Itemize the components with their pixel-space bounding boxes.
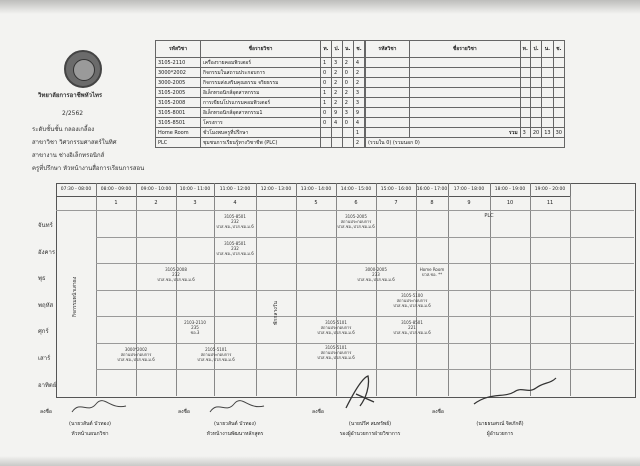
slot-code: 2105-5101 — [205, 347, 227, 352]
header-line-4: ครูที่ปรึกษา หัวหน้างานสื่อการเรียนการสอน — [32, 165, 145, 172]
subject-t: 1 — [321, 58, 332, 68]
time-8: 15:00 - 16:00 — [376, 183, 417, 197]
slot-group: ปวส.ชอ.,ปวส.ชอ.ม.6 — [357, 277, 395, 282]
slot-sat-b — [176, 347, 256, 362]
slot-room: 232 — [172, 272, 180, 277]
subject-code: 3105-2005 — [156, 88, 201, 98]
total-ch: 30 — [553, 128, 564, 138]
signature-4-icon — [470, 374, 560, 410]
sign-prefix-4: ลงชื่อ — [432, 409, 444, 415]
grid-hline — [96, 316, 634, 317]
sign-title-1: หัวหน้าแผนกวิชา — [71, 431, 109, 437]
subject-name: การเขียนโปรแกรมคอมพิวเตอร์ — [201, 98, 321, 108]
header-line-3: สาขางาน ช่างอิเล็กทรอนิกส์ — [32, 152, 105, 159]
subject-n: 2 — [342, 58, 353, 68]
slot-mon-b — [316, 214, 396, 229]
col-name: ชื่อรายวิชา — [201, 41, 321, 58]
totals-note: (รวมใน 0) (รวมนอก 0) — [366, 138, 565, 148]
sign-prefix-3: ลงชื่อ — [312, 409, 324, 415]
subject-ch: 4 — [353, 58, 364, 68]
subject-code: Home Room — [156, 128, 201, 138]
grid-vline — [490, 196, 491, 396]
seal-center — [73, 59, 95, 81]
grid-vline — [570, 196, 571, 396]
subject-ch: 9 — [353, 108, 364, 118]
subject-p: 2 — [331, 68, 342, 78]
slot-room: 235 — [191, 325, 199, 330]
subject-row — [156, 138, 365, 148]
day-wed: พุธ — [38, 275, 46, 282]
day-sun: อาทิตย์ — [38, 382, 57, 389]
subject-n — [342, 128, 353, 138]
slot-group: ปวส.ชอ. ** — [421, 272, 443, 277]
col-p: ป. — [530, 41, 541, 58]
day-sat: เสาร์ — [38, 355, 51, 362]
grid-hline — [56, 210, 634, 211]
subject-t — [321, 128, 332, 138]
period-4: 4 — [233, 200, 237, 206]
col-code: รหัสวิชา — [156, 41, 201, 58]
time-10: 17:00 - 18:00 — [448, 183, 491, 197]
slot-fri-c — [376, 320, 448, 335]
subjects-table-left — [155, 40, 365, 148]
slot-group: ปวส.ชอ.,ปวส.ชอ.ม.6 — [393, 303, 431, 308]
time-9: 16:00 - 17:00 — [416, 183, 449, 197]
subject-ch: 2 — [353, 78, 364, 88]
grid-hline — [96, 263, 634, 264]
col-n: น. — [542, 41, 553, 58]
slot-code: 3000*2002 — [124, 347, 148, 352]
subject-row — [156, 78, 365, 88]
sign-name-4: (นายธนสรณ์ จิตภักดี) — [476, 421, 524, 427]
time-4: 11:00 - 12:00 — [214, 183, 257, 197]
slot-group: ปวส.ชอ.,ปวส.ชอ.ม.6 — [197, 357, 235, 362]
slot-code: 3105-2005 — [345, 214, 367, 219]
slot-sat-a — [96, 347, 176, 362]
sign-name-3: (นายปรีศ สมทรัพย์) — [348, 421, 392, 427]
grid-vline — [176, 196, 177, 396]
slot-room: 232 — [231, 219, 239, 224]
slot-room: 221 — [408, 325, 416, 330]
period-8: 8 — [430, 200, 434, 206]
col-t: ท. — [321, 41, 332, 58]
lunch-label: พักกลางวัน — [273, 301, 279, 325]
total-p: 20 — [530, 128, 541, 138]
col-name: ชื่อรายวิชา — [409, 41, 520, 58]
grid-hline — [96, 237, 634, 238]
subject-t: 0 — [321, 108, 332, 118]
subject-ch: 1 — [353, 128, 364, 138]
subject-code: 3105-8501 — [156, 118, 201, 128]
empty-row — [366, 118, 565, 128]
slot-group: ปวส.ชอ.,ปวส.ชอ.ม.6 — [216, 224, 254, 229]
subject-code: 3105-8001 — [156, 108, 201, 118]
time-11: 18:00 - 19:00 — [490, 183, 531, 197]
grid-vline — [256, 196, 257, 396]
subject-t: 0 — [321, 78, 332, 88]
subject-n: 0 — [342, 118, 353, 128]
subject-ch: 2 — [353, 68, 364, 78]
subject-name: อิเล็กทรอนิกส์อุตสาหกรรม — [201, 88, 321, 98]
slot-room: สถานประกอบการ — [200, 352, 232, 357]
subject-p: 2 — [331, 98, 342, 108]
slot-code: 3000-2005 — [365, 267, 387, 272]
col-p: ป. — [331, 41, 342, 58]
subject-p: 4 — [331, 118, 342, 128]
subject-row — [156, 58, 365, 68]
slot-room: สถานประกอบการ — [340, 219, 372, 224]
slot-wed-c — [416, 267, 448, 277]
signature-1-icon — [70, 398, 130, 416]
header-line-2: สาขาวิชา วิศวกรรมศาสตร์ในทิศ — [32, 139, 117, 146]
empty-row — [366, 58, 565, 68]
slot-room: 232 — [231, 246, 239, 251]
subject-t — [321, 138, 332, 148]
slot-group: ปวส.ชอ.,ปวส.ชอ.ม.6 — [317, 355, 355, 360]
subjects-left-header — [156, 41, 365, 58]
college-name: วิทยาลัยการอาชีพหัวไทร — [38, 92, 103, 99]
totals-note-row — [366, 138, 565, 148]
subject-p: 9 — [331, 108, 342, 118]
grid-vline — [448, 196, 449, 396]
subject-name: เครื่องรายคอมพิวเตอร์ — [201, 58, 321, 68]
slot-code: 3105-2008 — [165, 267, 187, 272]
slot-tue-a — [214, 241, 256, 256]
period-7: 7 — [394, 200, 398, 206]
time-5: 12:00 - 13:00 — [256, 183, 297, 197]
time-6: 13:00 - 14:00 — [296, 183, 337, 197]
slot-fri-b — [296, 320, 376, 335]
empty-row — [366, 108, 565, 118]
period-5: 5 — [314, 200, 318, 206]
slot-code: Home Room — [419, 267, 445, 272]
sign-title-3: รองผู้อำนวยการฝ่ายวิชาการ — [339, 431, 401, 437]
grid-hline — [96, 369, 634, 370]
slot-code: 3105-5101 — [325, 320, 347, 325]
subject-row — [156, 68, 365, 78]
totals-row — [366, 128, 565, 138]
subject-n: 2 — [342, 88, 353, 98]
time-7: 14:00 - 15:00 — [336, 183, 377, 197]
subject-name: ชั่วโมงพบครูที่ปรึกษา — [201, 128, 321, 138]
subject-n: 0 — [342, 78, 353, 88]
time-0: 07:30 - 08:00 — [56, 183, 97, 197]
header-line-1: ระดับชั้นชั้น กลองเกลี้อง — [32, 126, 95, 133]
subject-name: โครงการ — [201, 118, 321, 128]
slot-group: ชอ.3 — [190, 330, 200, 335]
grid-vline — [530, 196, 531, 396]
slot-room: สถานประกอบการ — [396, 298, 428, 303]
grid-vline — [136, 196, 137, 396]
subject-row — [156, 98, 365, 108]
day-tue: อังคาร — [38, 249, 56, 256]
subject-p — [331, 138, 342, 148]
slot-mon-plc: PLC — [484, 213, 494, 219]
time-1: 08:00 - 09:00 — [96, 183, 137, 197]
subject-t: 0 — [321, 68, 332, 78]
subject-name: กิจกรรมส่งเสริมคุณธรรม จริยธรรม — [201, 78, 321, 88]
subject-p — [331, 128, 342, 138]
subject-code: 3105-2110 — [156, 58, 201, 68]
subject-n: 2 — [342, 98, 353, 108]
slot-group: ปวส.ชอ.,ปวส.ชอ.ม.6 — [337, 224, 375, 229]
subject-t: 1 — [321, 98, 332, 108]
slot-wed-a — [96, 267, 256, 282]
period-9: 9 — [467, 200, 471, 206]
slot-code: 2103-2110 — [184, 320, 206, 325]
period-3: 3 — [193, 200, 197, 206]
col-n: น. — [342, 41, 353, 58]
sign-name-2: (นายวสันต์ บัวทอง) — [214, 421, 256, 427]
totals-label: รวม — [409, 128, 520, 138]
subject-row — [156, 88, 365, 98]
subject-ch: 3 — [353, 98, 364, 108]
college-seal-icon — [64, 50, 102, 88]
slot-code: 3105-8501 — [224, 241, 246, 246]
slot-code: 3105-5101 — [325, 345, 347, 350]
empty-row — [366, 68, 565, 78]
scan-shadow-top — [0, 0, 640, 14]
slot-group: ปวส.ชอ.,ปวส.ชอ.ม.6 — [393, 330, 431, 335]
col-ch: ช. — [353, 41, 364, 58]
slot-room: สถานประกอบการ — [320, 350, 352, 355]
slot-room: สถานประกอบการ — [120, 352, 152, 357]
slot-fri-a — [176, 320, 214, 335]
sign-prefix-1: ลงชื่อ — [40, 409, 52, 415]
subject-n: 3 — [342, 108, 353, 118]
subject-p: 3 — [331, 58, 342, 68]
col-t: ท. — [520, 41, 530, 58]
day-mon: จันทร์ — [38, 222, 53, 229]
sign-title-4: ผู้อำนวยการ — [486, 431, 514, 437]
subject-row — [156, 108, 365, 118]
subject-name: อิเล็กทรอนิกส์อุตสาหกรรม1 — [201, 108, 321, 118]
period-2: 2 — [154, 200, 158, 206]
subject-p: 2 — [331, 88, 342, 98]
sign-prefix-2: ลงชื่อ — [178, 409, 190, 415]
subject-code: 3000*2002 — [156, 68, 201, 78]
day-thu: พฤหัส — [38, 302, 54, 309]
time-3: 10:00 - 11:00 — [176, 183, 215, 197]
subject-ch: 2 — [353, 138, 364, 148]
subject-ch: 4 — [353, 118, 364, 128]
grid-hline — [96, 343, 634, 344]
grid-vline — [296, 196, 297, 396]
grid-hline — [96, 290, 634, 291]
subject-n — [342, 138, 353, 148]
period-10: 10 — [506, 200, 514, 206]
subject-row — [156, 118, 365, 128]
slot-code: 3105-5100 — [401, 293, 423, 298]
slot-mon-a — [214, 214, 256, 229]
subjects-table-right — [365, 40, 565, 148]
total-n: 13 — [542, 128, 553, 138]
sign-name-1: (นายวสันต์ บัวทอง) — [69, 421, 111, 427]
day-fri: ศุกร์ — [38, 328, 49, 335]
subjects-right-header — [366, 41, 565, 58]
total-t: 3 — [520, 128, 530, 138]
term-label: 2/2562 — [62, 110, 84, 117]
slot-room: 233 — [372, 272, 380, 277]
signature-2-icon — [208, 398, 268, 416]
slot-group: ปวส.ชอ.,ปวส.ชอ.ม.6 — [216, 251, 254, 256]
subject-p: 2 — [331, 78, 342, 88]
empty-row — [366, 88, 565, 98]
slot-group: ปวส.ชอ.,ปวส.ชอ.ม.6 — [157, 277, 195, 282]
flag-ceremony-label: กิจกรรมหน้าเสาธง — [72, 276, 78, 317]
empty-row — [366, 98, 565, 108]
subject-code: 3000-2005 — [156, 78, 201, 88]
col-code: รหัสวิชา — [366, 41, 410, 58]
slot-group: ปวส.ชอ.,ปวส.ชอ.ม.6 — [117, 357, 155, 362]
slot-thu-b — [376, 293, 448, 308]
time-12: 19:00 - 20:00 — [530, 183, 571, 197]
subject-code: 3105-2008 — [156, 98, 201, 108]
subject-ch: 3 — [353, 88, 364, 98]
subject-n: 0 — [342, 68, 353, 78]
slot-wed-b — [336, 267, 416, 282]
slot-room: สถานประกอบการ — [320, 325, 352, 330]
sign-title-2: หัวหน้างานพัฒนาหลักสูตร — [206, 431, 264, 437]
slot-group: ปวส.ชอ.,ปวส.ชอ.ม.6 — [317, 330, 355, 335]
slot-code: 3105-8501 — [224, 214, 246, 219]
signature-3-icon — [340, 372, 380, 412]
scan-shadow-bottom — [0, 456, 640, 466]
subject-name: ชุมชนการเรียนรู้ทางวิชาชีพ (PLC) — [201, 138, 321, 148]
period-6: 6 — [354, 200, 358, 206]
subject-code: PLC — [156, 138, 201, 148]
time-2: 09:00 - 10:00 — [136, 183, 177, 197]
period-1: 1 — [114, 200, 118, 206]
slot-code: 3105-8501 — [401, 320, 423, 325]
grid-vline — [96, 196, 97, 396]
subject-name: กิจกรรมในสถานประกอบการ — [201, 68, 321, 78]
slot-sat-c — [296, 345, 376, 360]
subject-t: 1 — [321, 88, 332, 98]
empty-row — [366, 78, 565, 88]
period-11: 11 — [546, 200, 554, 206]
subject-row — [156, 128, 365, 138]
subject-t: 0 — [321, 118, 332, 128]
col-ch: ช. — [553, 41, 564, 58]
